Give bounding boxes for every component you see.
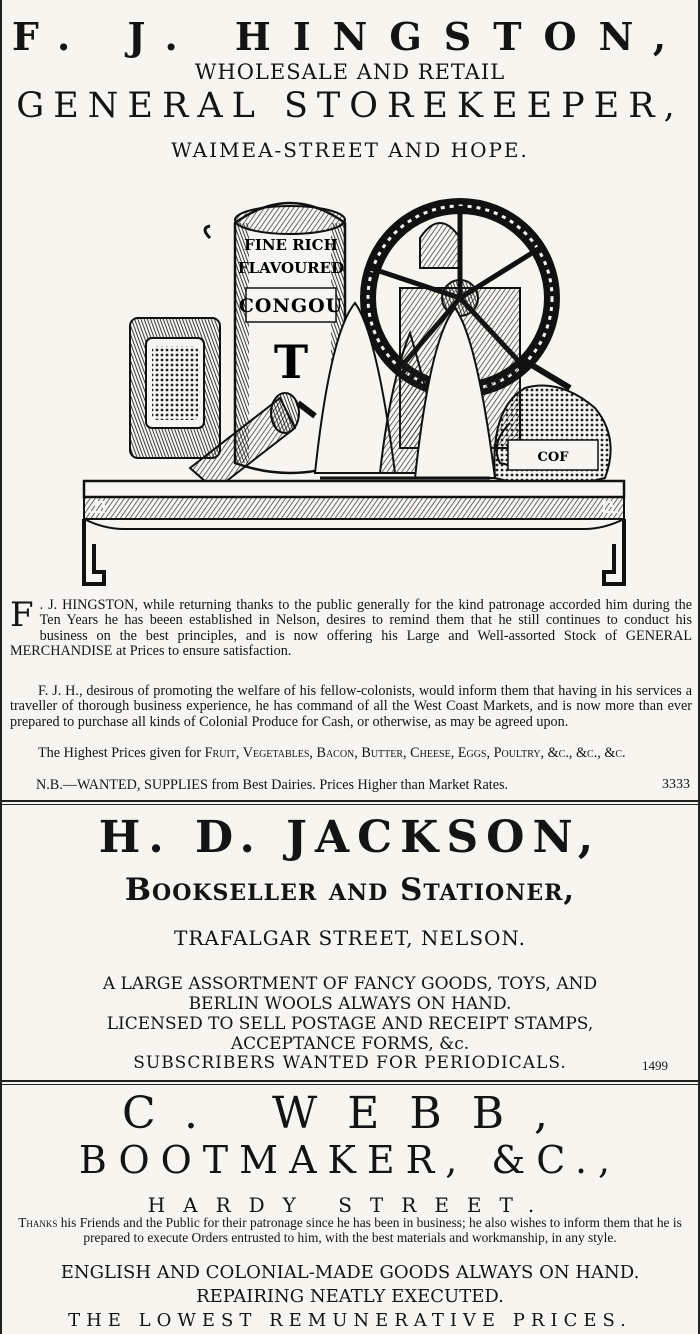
hingston-tagline: WHOLESALE AND RETAIL — [194, 60, 506, 84]
hingston-address: WAIMEA-STREET AND HOPE. — [171, 138, 529, 162]
coffee-sack-icon — [494, 386, 610, 486]
webb-name: C. WEBB, — [121, 1088, 579, 1139]
divider-1 — [0, 800, 700, 802]
webb-thanks-text: his Friends and the Public for their patronage since he has been in business; he also wishes to inform them that he is prepared to execute Orders entrusted to him, with the best materials and workmanship, in any style. — [60, 1215, 682, 1245]
table-icon — [84, 481, 624, 584]
hingston-name: F. J. HINGSTON, — [11, 14, 689, 59]
webb-thanks — [10, 1216, 690, 1245]
webb-line-2: REPAIRING NEATLY EXECUTED. — [196, 1286, 504, 1307]
webb-thanks-lead: Thanks — [18, 1215, 58, 1230]
hingston-nb: N.B.—WANTED, SUPPLIES from Best Dairies. Prices Higher than Market Rates. — [36, 777, 509, 793]
webb-line-3: THE LOWEST REMUNERATIVE PRICES. — [68, 1310, 632, 1331]
jackson-line-5: SUBSCRIBERS WANTED FOR PERIODICALS. — [133, 1053, 567, 1073]
hingston-trade: GENERAL STOREKEEPER, — [16, 86, 684, 126]
jackson-line-4: ACCEPTANCE FORMS, &c. — [230, 1034, 470, 1054]
jackson-line-1: A LARGE ASSORTMENT OF FANCY GOODS, TOYS, AND — [102, 974, 598, 994]
jackson-ref: 1499 — [642, 1058, 668, 1073]
webb-address: HARDY STREET. — [147, 1193, 553, 1217]
canister-label-3: CONGOU — [238, 295, 344, 317]
canister-label-4: T — [273, 335, 309, 389]
divider-2b — [0, 1084, 700, 1085]
produce-list: Fruit, Vegetables, Bacon, Butter, Cheese, Eggs, Poultry, &c., &c., &c. — [204, 745, 626, 761]
divider-2 — [0, 1080, 700, 1082]
storekeeper-illustration — [70, 178, 640, 590]
dropcap-letter: F — [10, 595, 34, 635]
webb-trade: BOOTMAKER, &C., — [78, 1138, 622, 1182]
canister-label-2: FLAVOURED — [237, 259, 345, 277]
hingston-para-1: . J. HINGSTON, while returning thanks to the public generally for the kind patronage accorded him during the Ten Years he has beeen established in Nelson, desires to remind them that he still continues to conduct his business on the best principles, and is now offering his Large and Well-assorted Stock of GENERAL MERCHANDISE at Prices to ensure satisfaction. — [10, 597, 692, 660]
hingston-para-3 — [10, 746, 692, 761]
jackson-line-3: LICENSED TO SELL POSTAGE AND RECEIPT STAMPS, — [106, 1014, 594, 1034]
tea-chest-icon — [130, 318, 220, 458]
sack-label: COF — [537, 450, 569, 465]
jackson-name: H. D. JACKSON, — [98, 812, 602, 863]
webb-line-1: ENGLISH AND COLONIAL-MADE GOODS ALWAYS ON HAND. — [60, 1262, 640, 1283]
canister-label-1: FINE RICH — [244, 236, 338, 254]
hingston-ref: 3333 — [662, 777, 690, 792]
jackson-line-2: BERLIN WOOLS ALWAYS ON HAND. — [188, 994, 512, 1014]
divider-1b — [0, 804, 700, 805]
hingston-para-2: F. J. H., desirous of promoting the welfare of his fellow-colonists, would inform them that having in his services a traveller of thorough business experience, he has command of all the West Coast Markets, and is now more than ever prepared to purchase all kinds of Colonial Produce for Cash, or otherwise, as may be agreed upon. — [10, 683, 692, 730]
highest-prices-lead: The Highest Prices given for — [38, 745, 202, 761]
jackson-address: TRAFALGAR STREET, NELSON. — [173, 926, 526, 950]
hingston-body — [10, 595, 692, 660]
jackson-trade: Bookseller and Stationer, — [124, 872, 576, 908]
